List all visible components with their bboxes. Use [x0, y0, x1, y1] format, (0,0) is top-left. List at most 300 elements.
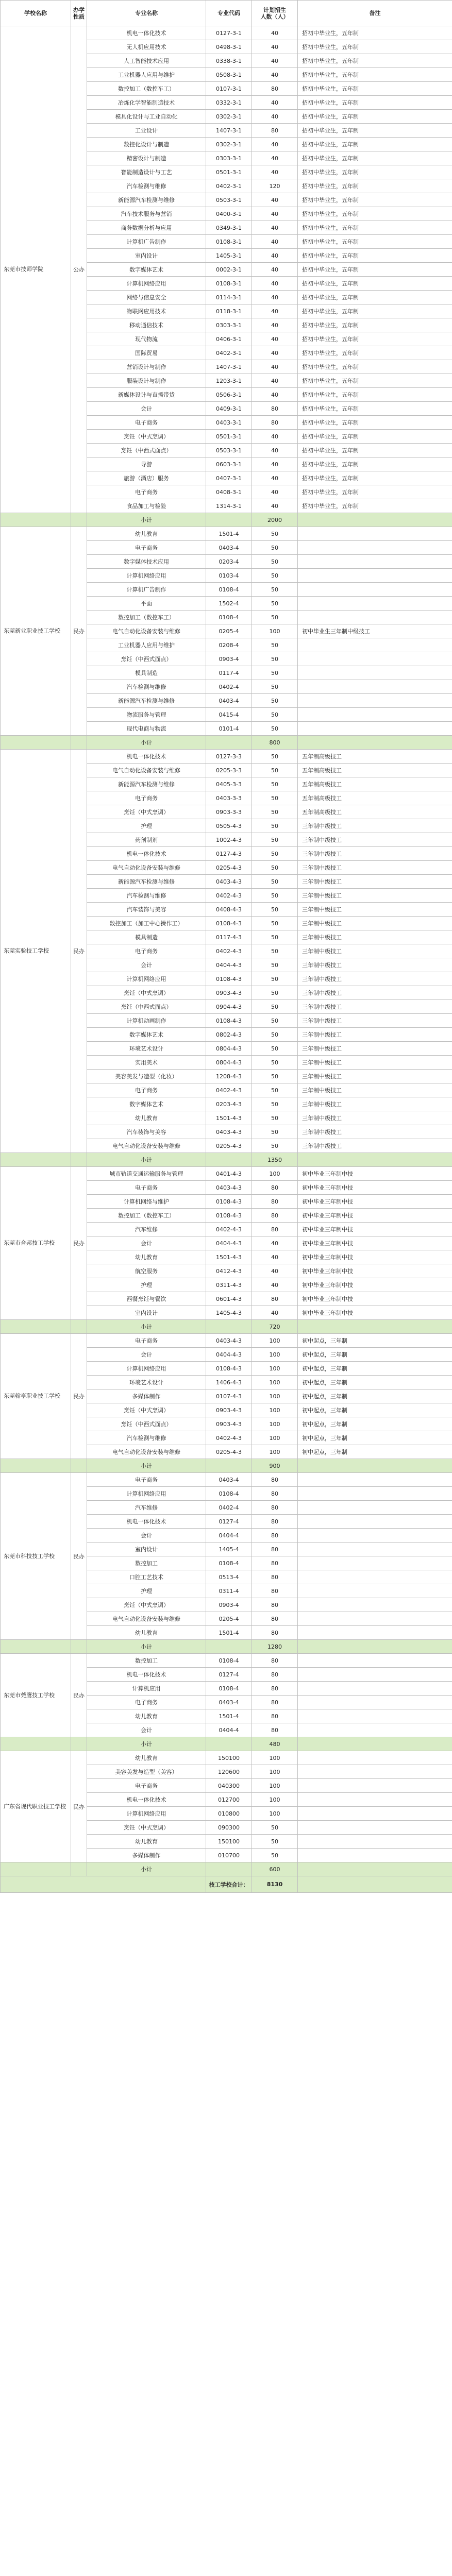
plan-count: 100: [252, 1362, 298, 1376]
plan-count: 50: [252, 1042, 298, 1056]
table-row: [1, 26, 452, 40]
subtotal-row: [1, 1320, 452, 1334]
plan-count: 50: [252, 652, 298, 666]
plan-count: 50: [252, 527, 298, 541]
plan-count: 40: [252, 346, 298, 360]
plan-count: 50: [252, 861, 298, 875]
remark: 初中毕业三年制中技: [298, 1264, 452, 1278]
remark: [298, 666, 452, 680]
major-code: 0127-4: [206, 1668, 252, 1682]
major-code: 0501-3-1: [206, 165, 252, 179]
subtotal-value: 1280: [252, 1640, 298, 1654]
plan-count: 50: [252, 1014, 298, 1028]
remark: 三年制中级技工: [298, 875, 452, 889]
major-code: 0402-4-3: [206, 1431, 252, 1445]
plan-count: 40: [252, 332, 298, 346]
remark: 三年制中级技工: [298, 1139, 452, 1153]
plan-count: 40: [252, 96, 298, 110]
major-name: 烹饪（中式烹调）: [87, 986, 206, 1000]
major-name: 工业设计: [87, 124, 206, 138]
plan-count: 100: [252, 1403, 298, 1417]
remark: 三年制中级技工: [298, 930, 452, 944]
table-row: [1, 1334, 452, 1348]
major-name: 模具化设计与工业自动化: [87, 110, 206, 124]
plan-count: 80: [252, 416, 298, 430]
major-code: 0404-4-3: [206, 1348, 252, 1362]
school-name: 东莞市莞鹰技工学校: [1, 1654, 71, 1737]
remark: [298, 1515, 452, 1529]
major-code: 0903-4-3: [206, 986, 252, 1000]
plan-count: 40: [252, 1236, 298, 1250]
major-code: 1405-4: [206, 1543, 252, 1556]
major-name: 城市轨道交通运输服务与管理: [87, 1167, 206, 1181]
major-name: 幼儿教育: [87, 1751, 206, 1765]
remark: 三年制中级技工: [298, 1056, 452, 1070]
major-name: 烹饪（中西式面点）: [87, 444, 206, 457]
grand-total-row: [1, 1876, 452, 1893]
remark: 三年制中级技工: [298, 1014, 452, 1028]
major-name: 汽车装饰与美容: [87, 903, 206, 917]
plan-count: 50: [252, 833, 298, 847]
remark: [298, 722, 452, 736]
major-code: 0108-4: [206, 1556, 252, 1570]
plan-count: 50: [252, 1849, 298, 1862]
table-row: [1, 1167, 452, 1181]
plan-count: 50: [252, 555, 298, 569]
major-name: 物联网应用技术: [87, 304, 206, 318]
major-code: 0108-4: [206, 1487, 252, 1501]
major-name: 汽车维修: [87, 1501, 206, 1515]
remark: [298, 1696, 452, 1709]
remark: 招初中毕业生，五年制: [298, 291, 452, 304]
major-code: 0208-4: [206, 638, 252, 652]
major-name: 烹饪（中式烹调）: [87, 1821, 206, 1835]
major-code: 1203-3-1: [206, 374, 252, 388]
plan-count: 50: [252, 944, 298, 958]
subtotal-row: [1, 1862, 452, 1876]
major-name: 数控化设计与制造: [87, 138, 206, 151]
remark: [298, 597, 452, 611]
major-code: 0127-3-3: [206, 750, 252, 764]
plan-count: 80: [252, 1682, 298, 1696]
major-name: 精密设计与制造: [87, 151, 206, 165]
plan-count: 50: [252, 1111, 298, 1125]
remark: 初中起点，三年制: [298, 1362, 452, 1376]
remark: [298, 1849, 452, 1862]
plan-count: 50: [252, 972, 298, 986]
subtotal-blank: [206, 1459, 252, 1473]
major-code: 0405-3-3: [206, 777, 252, 791]
remark: 招初中毕业生，五年制: [298, 388, 452, 402]
major-code: 0302-3-1: [206, 110, 252, 124]
school-type: 民办: [71, 750, 87, 1153]
major-code: 0903-4-3: [206, 1417, 252, 1431]
major-name: 机电一体化技术: [87, 1668, 206, 1682]
plan-count: 80: [252, 1543, 298, 1556]
remark: 初中毕业三年制中技: [298, 1250, 452, 1264]
major-code: 0117-4-3: [206, 930, 252, 944]
subtotal-blank: [206, 1153, 252, 1167]
remark: 三年制中级技工: [298, 833, 452, 847]
major-name: 汽车检测与维修: [87, 179, 206, 193]
subtotal-blank: [1, 1737, 71, 1751]
plan-count: 80: [252, 1223, 298, 1236]
major-name: 幼儿教育: [87, 1111, 206, 1125]
remark: 初中起点，三年制: [298, 1417, 452, 1431]
remark: [298, 694, 452, 708]
major-name: 会计: [87, 1236, 206, 1250]
major-code: 0506-3-1: [206, 388, 252, 402]
major-code: 0508-3-1: [206, 68, 252, 82]
plan-count: 40: [252, 444, 298, 457]
plan-count: 100: [252, 1348, 298, 1362]
major-code: 1501-4: [206, 1626, 252, 1640]
remark: 初中毕业三年制中技: [298, 1292, 452, 1306]
plan-count: 100: [252, 1751, 298, 1765]
remark: [298, 1501, 452, 1515]
school-type: 民办: [71, 1473, 87, 1640]
remark: 招初中毕业生，五年制: [298, 374, 452, 388]
remark: 三年制中级技工: [298, 972, 452, 986]
major-code: 0118-3-1: [206, 304, 252, 318]
plan-count: 50: [252, 583, 298, 597]
major-code: 0205-3-3: [206, 764, 252, 777]
plan-count: 80: [252, 1570, 298, 1584]
header-remark: 备注: [298, 1, 452, 26]
major-code: 0403-4: [206, 1696, 252, 1709]
major-name: 口腔工艺技术: [87, 1570, 206, 1584]
major-name: 模具制造: [87, 666, 206, 680]
school-name: 东莞翰亭职业技工学校: [1, 1334, 71, 1459]
plan-count: 50: [252, 791, 298, 805]
major-code: 120600: [206, 1765, 252, 1779]
plan-count: 80: [252, 82, 298, 96]
major-name: 移动通信技术: [87, 318, 206, 332]
subtotal-value: 480: [252, 1737, 298, 1751]
major-code: 0402-4-3: [206, 944, 252, 958]
major-name: 电子商务: [87, 416, 206, 430]
plan-count: 100: [252, 1779, 298, 1793]
major-name: 现代物流: [87, 332, 206, 346]
plan-count: 80: [252, 124, 298, 138]
plan-count: 50: [252, 1139, 298, 1153]
plan-count: 80: [252, 1626, 298, 1640]
remark: 五年制高级技工: [298, 750, 452, 764]
major-name: 国际贸易: [87, 346, 206, 360]
major-name: 网络与信息安全: [87, 291, 206, 304]
major-code: 0403-4: [206, 541, 252, 555]
major-code: 1002-4-3: [206, 833, 252, 847]
major-code: 0505-4-3: [206, 819, 252, 833]
major-code: 1502-4: [206, 597, 252, 611]
subtotal-value: 720: [252, 1320, 298, 1334]
major-name: 烹饪（中西式面点）: [87, 1000, 206, 1014]
major-code: 0205-4-3: [206, 1445, 252, 1459]
remark: 五年制高级技工: [298, 777, 452, 791]
subtotal-blank: [298, 1862, 452, 1876]
remark: [298, 652, 452, 666]
school-name: 广东省现代职业技工学校: [1, 1751, 71, 1862]
plan-count: 40: [252, 110, 298, 124]
major-name: 多媒体制作: [87, 1389, 206, 1403]
remark: 招初中毕业生，五年制: [298, 346, 452, 360]
major-name: 新能源汽车检测与维修: [87, 193, 206, 207]
remark: 初中毕业三年制中技: [298, 1209, 452, 1223]
major-code: 0903-4: [206, 1598, 252, 1612]
plan-count: 80: [252, 1696, 298, 1709]
major-name: 药剂制剂: [87, 833, 206, 847]
subtotal-label: 小计: [87, 1640, 206, 1654]
remark: [298, 1751, 452, 1765]
remark: 初中起点，三年制: [298, 1334, 452, 1348]
major-name: 工业机器人应用与维护: [87, 638, 206, 652]
major-name: 旅游（酒店）服务: [87, 471, 206, 485]
major-name: 计算机广告制作: [87, 583, 206, 597]
remark: [298, 1765, 452, 1779]
school-name: 东莞实验技工学校: [1, 750, 71, 1153]
major-name: 汽车维修: [87, 1223, 206, 1236]
major-code: 0108-4: [206, 583, 252, 597]
remark: 三年制中级技工: [298, 819, 452, 833]
school-name: 东莞市技师学院: [1, 26, 71, 513]
major-code: 0404-4: [206, 1723, 252, 1737]
remark: 初中毕业三年制中技: [298, 1223, 452, 1236]
remark: 招初中毕业生，五年制: [298, 318, 452, 332]
plan-count: 50: [252, 875, 298, 889]
plan-count: 80: [252, 1181, 298, 1195]
plan-count: 50: [252, 777, 298, 791]
major-code: 0403-4-3: [206, 1334, 252, 1348]
major-name: 计算机广告制作: [87, 235, 206, 249]
major-code: 0332-3-1: [206, 96, 252, 110]
major-name: 汽车检测与维修: [87, 1431, 206, 1445]
remark: 招初中毕业生，五年制: [298, 110, 452, 124]
major-code: 090300: [206, 1821, 252, 1835]
major-code: 0412-4-3: [206, 1264, 252, 1278]
major-name: 烹饪（中式烹调）: [87, 1403, 206, 1417]
subtotal-blank: [71, 513, 87, 527]
major-name: 计算机网络应用: [87, 1487, 206, 1501]
plan-count: 40: [252, 235, 298, 249]
subtotal-row: [1, 1737, 452, 1751]
major-name: 机电一体化技术: [87, 750, 206, 764]
plan-count: 50: [252, 1835, 298, 1849]
plan-count: 50: [252, 1028, 298, 1042]
plan-count: 40: [252, 374, 298, 388]
total-blank: [298, 1876, 452, 1893]
major-code: 0403-3-1: [206, 416, 252, 430]
major-code: 0407-3-1: [206, 471, 252, 485]
plan-count: 40: [252, 430, 298, 444]
major-name: 数控加工: [87, 1556, 206, 1570]
major-code: 1208-4-3: [206, 1070, 252, 1083]
major-name: 机电一体化技术: [87, 847, 206, 861]
subtotal-blank: [206, 1640, 252, 1654]
remark: 招初中毕业生，五年制: [298, 430, 452, 444]
major-name: 电子商务: [87, 1181, 206, 1195]
plan-count: 40: [252, 485, 298, 499]
plan-count: 100: [252, 1793, 298, 1807]
major-code: 0403-4-3: [206, 1181, 252, 1195]
plan-count: 40: [252, 277, 298, 291]
major-name: 电气自动化设备安装与维修: [87, 764, 206, 777]
remark: 初中毕业三年制中技: [298, 1306, 452, 1320]
plan-count: 80: [252, 1668, 298, 1682]
major-code: 0103-4: [206, 569, 252, 583]
remark: 三年制中级技工: [298, 847, 452, 861]
subtotal-blank: [298, 1640, 452, 1654]
major-code: 0205-4-3: [206, 1139, 252, 1153]
major-name: 电气自动化设备安装与维修: [87, 861, 206, 875]
remark: 三年制中级技工: [298, 1111, 452, 1125]
subtotal-value: 800: [252, 736, 298, 750]
subtotal-blank: [298, 1320, 452, 1334]
plan-count: 50: [252, 917, 298, 930]
major-code: 1501-4: [206, 1709, 252, 1723]
remark: [298, 638, 452, 652]
plan-count: 40: [252, 1264, 298, 1278]
remark: 初中毕业三年制中技: [298, 1181, 452, 1195]
remark: 三年制中级技工: [298, 1083, 452, 1097]
remark: 招初中毕业生，五年制: [298, 235, 452, 249]
major-name: 计算机网络应用: [87, 569, 206, 583]
remark: 初中起点，三年制: [298, 1376, 452, 1389]
major-code: 0107-4-3: [206, 1389, 252, 1403]
major-code: 010800: [206, 1807, 252, 1821]
major-code: 0108-4-3: [206, 1209, 252, 1223]
remark: 招初中毕业生，五年制: [298, 124, 452, 138]
major-name: 幼儿教育: [87, 1250, 206, 1264]
subtotal-blank: [1, 1862, 71, 1876]
major-name: 会计: [87, 958, 206, 972]
subtotal-blank: [1, 1153, 71, 1167]
major-name: 幼儿教育: [87, 1709, 206, 1723]
plan-count: 80: [252, 1209, 298, 1223]
plan-count: 50: [252, 708, 298, 722]
remark: 三年制中级技工: [298, 917, 452, 930]
major-code: 1501-4-3: [206, 1111, 252, 1125]
major-name: 数控加工（加工中心操作工）: [87, 917, 206, 930]
total-blank: [1, 1876, 206, 1893]
subtotal-blank: [298, 1459, 452, 1473]
plan-count: 80: [252, 1556, 298, 1570]
school-type: 民办: [71, 1751, 87, 1862]
remark: 三年制中级技工: [298, 944, 452, 958]
major-code: 0114-3-1: [206, 291, 252, 304]
plan-count: 40: [252, 263, 298, 277]
major-code: 0903-4: [206, 652, 252, 666]
plan-count: 80: [252, 1501, 298, 1515]
remark: 三年制中级技工: [298, 986, 452, 1000]
plan-count: 50: [252, 1000, 298, 1014]
major-name: 导游: [87, 457, 206, 471]
subtotal-label: 小计: [87, 513, 206, 527]
plan-count: 40: [252, 40, 298, 54]
plan-count: 50: [252, 930, 298, 944]
plan-count: 50: [252, 847, 298, 861]
plan-count: 80: [252, 1612, 298, 1626]
remark: 招初中毕业生，五年制: [298, 471, 452, 485]
major-name: 烹饪（中式烹调）: [87, 805, 206, 819]
remark: 招初中毕业生，五年制: [298, 138, 452, 151]
plan-count: 80: [252, 1487, 298, 1501]
remark: 三年制中级技工: [298, 1000, 452, 1014]
remark: [298, 1529, 452, 1543]
major-name: 电子商务: [87, 1334, 206, 1348]
remark: [298, 611, 452, 624]
remark: 初中起点，三年制: [298, 1403, 452, 1417]
remark: [298, 1709, 452, 1723]
remark: [298, 1598, 452, 1612]
subtotal-blank: [1, 1640, 71, 1654]
remark: 初中起点，三年制: [298, 1431, 452, 1445]
major-code: 0406-3-1: [206, 332, 252, 346]
major-code: 0302-3-1: [206, 138, 252, 151]
plan-count: 50: [252, 958, 298, 972]
major-code: 0409-3-1: [206, 402, 252, 416]
remark: 初中毕业三年制中技: [298, 1167, 452, 1181]
major-name: 营销设计与制作: [87, 360, 206, 374]
remark: 招初中毕业生，五年制: [298, 444, 452, 457]
plan-count: 40: [252, 221, 298, 235]
subtotal-row: [1, 1459, 452, 1473]
major-name: 护理: [87, 1278, 206, 1292]
major-name: 室内设计: [87, 1543, 206, 1556]
plan-count: 100: [252, 1334, 298, 1348]
major-code: 0108-4-3: [206, 1195, 252, 1209]
plan-count: 50: [252, 819, 298, 833]
subtotal-blank: [1, 1459, 71, 1473]
major-name: 电子商务: [87, 1083, 206, 1097]
major-name: 环境艺术设计: [87, 1042, 206, 1056]
major-name: 机电一体化技术: [87, 26, 206, 40]
major-name: 室内设计: [87, 249, 206, 263]
major-name: 幼儿教育: [87, 1835, 206, 1849]
plan-count: 40: [252, 151, 298, 165]
major-name: 烹饪（中式烹调）: [87, 1598, 206, 1612]
plan-count: 40: [252, 249, 298, 263]
major-name: 新能源汽车检测与维修: [87, 777, 206, 791]
major-code: 0404-4-3: [206, 958, 252, 972]
major-name: 商务数据分析与应用: [87, 221, 206, 235]
major-name: 数字媒体艺术: [87, 1097, 206, 1111]
remark: [298, 527, 452, 541]
table-row: [1, 1751, 452, 1765]
plan-count: 100: [252, 1445, 298, 1459]
remark: 招初中毕业生，五年制: [298, 165, 452, 179]
school-type: 公办: [71, 26, 87, 513]
major-code: 0127-4-3: [206, 847, 252, 861]
major-code: 0303-3-1: [206, 151, 252, 165]
remark: [298, 1473, 452, 1487]
plan-count: 50: [252, 694, 298, 708]
major-name: 计算机网络应用: [87, 277, 206, 291]
plan-count: 80: [252, 1195, 298, 1209]
major-name: 会计: [87, 1348, 206, 1362]
major-code: 0311-4-3: [206, 1278, 252, 1292]
major-code: 0904-4-3: [206, 1000, 252, 1014]
subtotal-row: [1, 1640, 452, 1654]
subtotal-label: 小计: [87, 1153, 206, 1167]
plan-count: 40: [252, 360, 298, 374]
plan-count: 50: [252, 638, 298, 652]
remark: [298, 1543, 452, 1556]
plan-count: 50: [252, 680, 298, 694]
major-name: 数字媒体艺术: [87, 1028, 206, 1042]
major-code: 0349-3-1: [206, 221, 252, 235]
major-code: 1407-3-1: [206, 124, 252, 138]
major-code: 0503-3-1: [206, 444, 252, 457]
